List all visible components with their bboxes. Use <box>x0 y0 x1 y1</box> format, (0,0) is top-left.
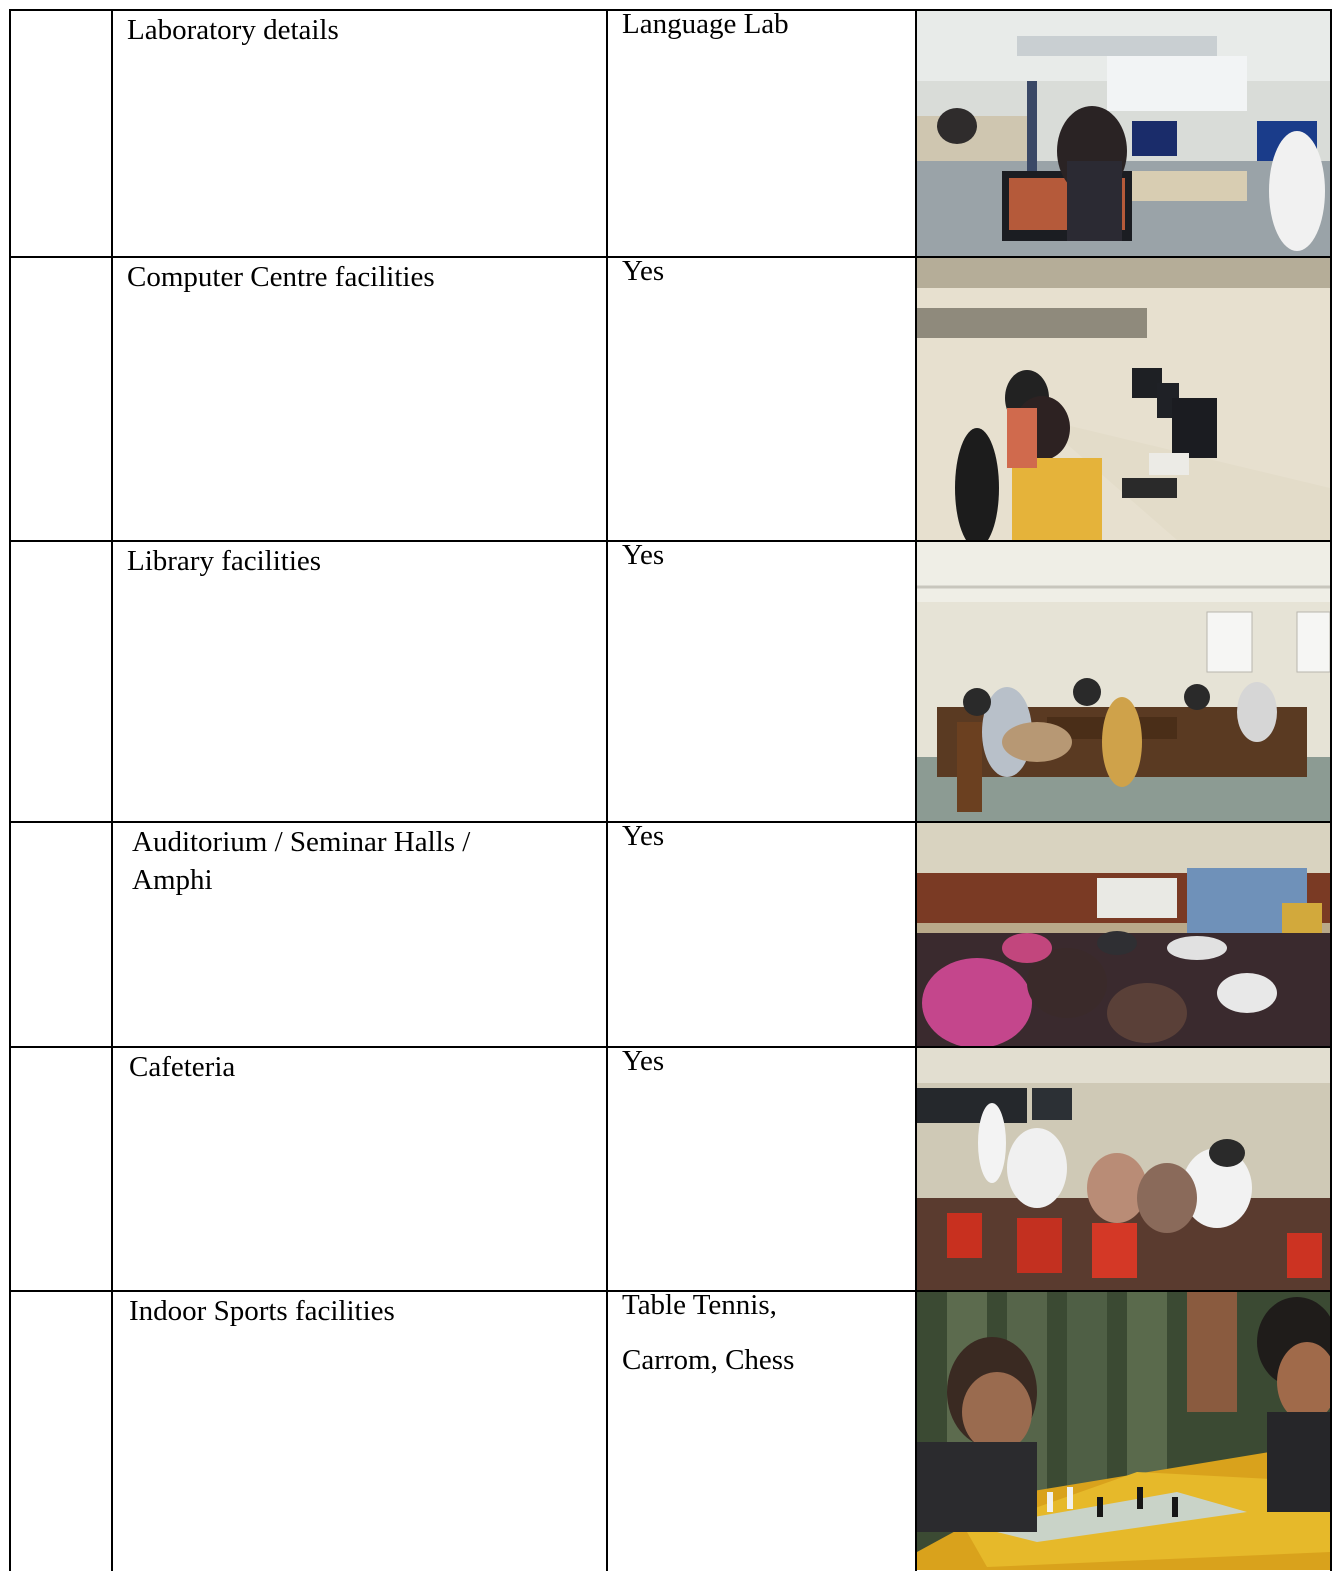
chess-photo <box>917 1292 1330 1570</box>
facility-name: Laboratory details <box>127 14 339 46</box>
facility-name-cell <box>112 257 607 541</box>
facility-value-cell <box>607 822 916 1047</box>
photo-cell <box>916 541 1331 822</box>
serial-cell <box>10 822 112 1047</box>
photo-cell <box>916 10 1331 257</box>
facility-name-cell <box>112 822 607 1047</box>
facility-name: Computer Centre facilities <box>127 261 435 293</box>
facility-name: Cafeteria <box>129 1051 236 1083</box>
facility-value-cell <box>607 541 916 822</box>
facility-name-cell <box>112 1047 607 1291</box>
auditorium-photo <box>917 823 1330 1046</box>
serial-cell <box>10 10 112 257</box>
facility-value: Yes <box>622 541 665 571</box>
facility-value-cell <box>607 10 916 257</box>
facility-value-cell <box>607 257 916 541</box>
facility-value: Carrom, Chess <box>622 1344 795 1376</box>
photo-cell <box>916 257 1331 541</box>
table-row <box>10 822 1331 1047</box>
computer-lab-photo <box>917 11 1330 256</box>
facility-value-cell <box>607 1047 916 1291</box>
facilities-table <box>9 9 1332 1571</box>
facility-name-cell <box>112 10 607 257</box>
library-photo <box>917 542 1330 821</box>
computer-centre-photo <box>917 258 1330 540</box>
facility-name-cell <box>112 1291 607 1571</box>
table-row <box>10 1291 1331 1571</box>
table-row <box>10 1047 1331 1291</box>
serial-cell <box>10 1291 112 1571</box>
table-row <box>10 541 1331 822</box>
facility-value: Yes <box>622 257 665 287</box>
table-row <box>10 10 1331 257</box>
facility-value: Language Lab <box>622 10 789 40</box>
photo-cell <box>916 822 1331 1047</box>
facility-value: Yes <box>622 1047 665 1077</box>
serial-cell <box>10 257 112 541</box>
serial-cell <box>10 1047 112 1291</box>
facility-value: Yes <box>622 822 665 852</box>
serial-cell <box>10 541 112 822</box>
facility-name: Auditorium / Seminar Halls / Amphi <box>132 826 471 896</box>
photo-cell <box>916 1291 1331 1571</box>
facility-value: Table Tennis, <box>622 1291 777 1321</box>
facility-name: Indoor Sports facilities <box>129 1295 395 1327</box>
facility-name: Library facilities <box>127 545 322 577</box>
table-row <box>10 257 1331 541</box>
facility-value-cell <box>607 1291 916 1571</box>
photo-cell <box>916 1047 1331 1291</box>
facility-name-cell <box>112 541 607 822</box>
cafeteria-photo <box>917 1048 1330 1290</box>
